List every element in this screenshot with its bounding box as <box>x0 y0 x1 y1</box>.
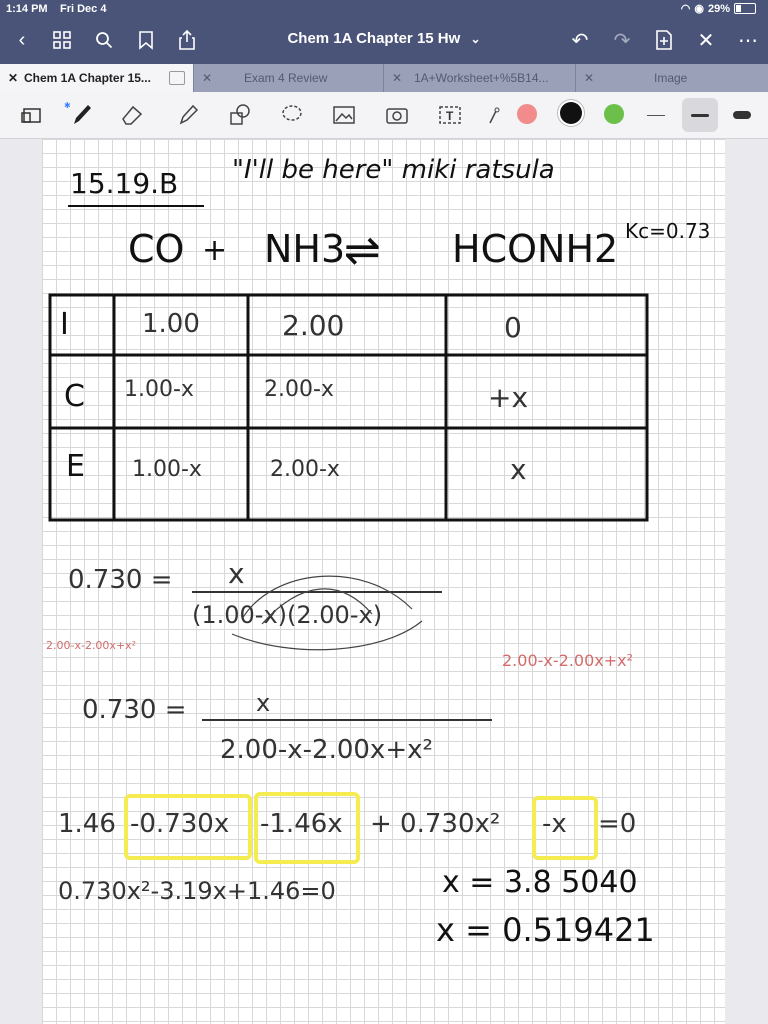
plus-sign: + <box>202 233 228 268</box>
laser-pointer-icon[interactable] <box>480 101 508 129</box>
lock-rotation-icon: ◉ <box>694 3 704 15</box>
bookmark-icon[interactable] <box>132 26 160 54</box>
color-swatch-red[interactable] <box>517 104 537 124</box>
ice-row-label-e: E <box>66 449 85 484</box>
eq3-term: -0.730x <box>130 809 230 839</box>
tab-worksheet[interactable] <box>383 64 575 92</box>
product-hconh2: HCONH2 <box>452 227 619 271</box>
ice-row-label-c: C <box>64 379 85 414</box>
equilibrium-arrow: ⇌ <box>344 225 381 276</box>
ice-cell: 2.00-x <box>270 457 340 482</box>
canvas-area[interactable] <box>0 139 768 1024</box>
add-page-icon[interactable] <box>650 26 678 54</box>
battery-percent: 29% <box>707 2 730 15</box>
eq3-term: =0 <box>598 809 637 839</box>
text-tool-icon[interactable] <box>436 101 464 129</box>
tab-exam-4-review[interactable] <box>193 64 383 92</box>
camera-icon[interactable] <box>383 101 411 129</box>
document-title[interactable]: Chem 1A Chapter 15 Hw <box>287 30 461 47</box>
eq3-term: -x <box>542 809 567 839</box>
stroke-medium-icon[interactable] <box>682 98 718 132</box>
tab-label: Chem 1A Chapter 15... <box>24 71 151 85</box>
solution-1: x = 3.8 5040 <box>442 865 638 900</box>
ice-cell: 1.00-x <box>124 377 194 402</box>
close-edit-icon[interactable]: ✕ <box>697 29 715 52</box>
status-bar <box>0 0 768 18</box>
ice-cell: 2.00-x <box>264 377 334 402</box>
eq2-lhs: 0.730 = <box>82 695 187 725</box>
document-tabs <box>0 64 768 92</box>
undo-icon[interactable]: ↶ <box>571 29 589 52</box>
ice-cell: +x <box>488 381 529 414</box>
quote-text: "I'll be here" miki ratsula <box>232 155 555 185</box>
eq2-fraction-bar <box>202 719 492 721</box>
eq1-numerator: x <box>228 557 245 590</box>
split-view-icon[interactable] <box>169 71 185 85</box>
tool-bar <box>0 92 768 139</box>
title-chevron-icon[interactable]: ⌄ <box>470 32 481 46</box>
problem-number: 15.19.B <box>70 167 179 200</box>
eraser-icon[interactable] <box>118 101 146 129</box>
foil-arrows <box>212 549 452 659</box>
stroke-thin-icon[interactable] <box>642 101 670 129</box>
eq3-term: -1.46x <box>260 809 343 839</box>
tab-label: Exam 4 Review <box>244 71 328 85</box>
nav-row <box>0 20 768 60</box>
status-right <box>681 2 756 15</box>
ice-row-label-i: I <box>60 307 69 342</box>
tab-chem-1a-chapter-15[interactable] <box>0 64 193 92</box>
color-swatch-green[interactable] <box>604 104 624 124</box>
search-icon[interactable] <box>90 26 118 54</box>
ice-cell: 1.00 <box>142 309 200 339</box>
eq2-numerator: x <box>256 689 271 717</box>
more-icon[interactable]: ⋯ <box>738 29 758 52</box>
reactant-nh3: NH3 <box>264 227 346 271</box>
eq2-denominator: 2.00-x-2.00x+x² <box>220 735 433 765</box>
kc-value: Kc=0.73 <box>625 219 711 243</box>
image-icon[interactable] <box>330 101 358 129</box>
eq1-lhs: 0.730 = <box>68 565 173 595</box>
tab-close-icon[interactable]: ✕ <box>202 71 213 85</box>
reactant-co: CO <box>128 227 185 271</box>
back-icon[interactable]: ‹ <box>18 28 26 51</box>
stroke-thick-icon[interactable] <box>728 101 756 129</box>
status-time: 1:14 PM <box>6 3 48 15</box>
pen-icon[interactable] <box>64 101 96 129</box>
eq4-quadratic: 0.730x²-3.19x+1.46=0 <box>58 877 336 905</box>
tab-close-icon[interactable]: ✕ <box>584 71 595 85</box>
app-header <box>0 0 768 64</box>
tab-close-icon[interactable]: ✕ <box>392 71 403 85</box>
eq1-denominator: (1.00-x)(2.00-x) <box>192 601 383 629</box>
note-page[interactable] <box>42 139 725 1024</box>
ice-cell: x <box>510 453 527 486</box>
eq3-term: 1.46 <box>58 809 116 839</box>
solution-2: x = 0.519421 <box>436 911 655 949</box>
share-icon[interactable] <box>173 26 201 54</box>
tab-image[interactable] <box>575 64 768 92</box>
status-date: Fri Dec 4 <box>60 3 107 15</box>
side-note-left: 2.00-x-2.00x+x² <box>46 639 137 652</box>
tab-label: Image <box>654 71 688 85</box>
side-note-right: 2.00-x-2.00x+x² <box>502 651 634 670</box>
redo-icon[interactable]: ↷ <box>613 29 631 52</box>
tab-label: 1A+Worksheet+%5B14... <box>414 71 549 85</box>
color-swatch-black[interactable] <box>560 102 582 124</box>
lasso-read-icon[interactable] <box>18 101 46 129</box>
highlighter-icon[interactable] <box>174 101 202 129</box>
svg-text:T: T <box>446 109 454 123</box>
ice-cell: 1.00-x <box>132 457 202 482</box>
grid-icon[interactable] <box>48 26 76 54</box>
lasso-icon[interactable] <box>278 101 306 129</box>
shapes-icon[interactable] <box>226 101 254 129</box>
ice-cell: 2.00 <box>282 309 345 342</box>
wifi-icon: ◠ <box>680 3 691 15</box>
tab-close-icon[interactable]: ✕ <box>8 71 19 85</box>
battery-icon <box>734 3 756 14</box>
ice-cell: 0 <box>504 311 522 344</box>
svg-text:✱: ✱ <box>64 101 71 110</box>
eq3-term: + 0.730x² <box>370 809 501 839</box>
